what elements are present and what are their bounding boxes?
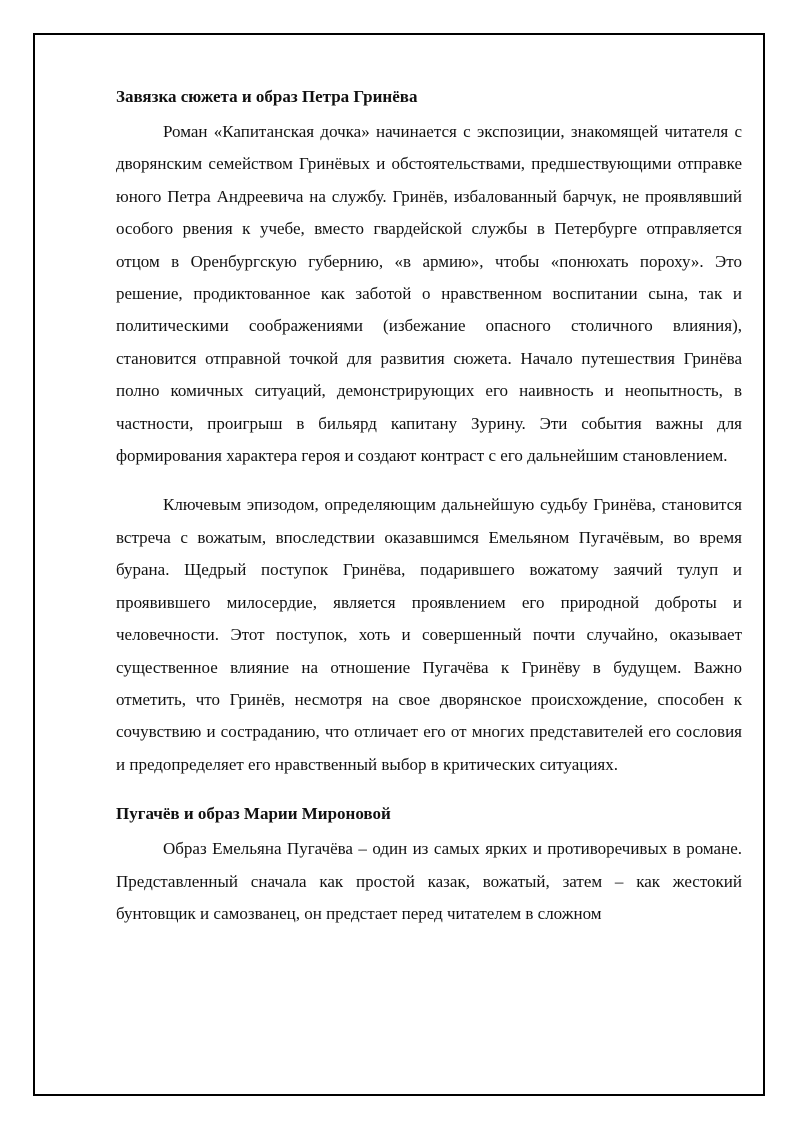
paragraph-key-episode: Ключевым эпизодом, определяющим дальнейшую судьбу Гринёва, становится встреча с вожатым, впоследствии оказавшимся Емельяном Пугачёвым, во время бурана. Щедрый поступок Гринёва, подарившего вожатому заячий тулуп и проявившего милосердие, является проявлением его природной доброты и человечности. Этот поступок, хоть и совершенный почти случайно, оказывает существенное влияние на отношение Пугачёва к Гринёву в будущем. Важно отметить, что Гринёв, несмотря на свое дворянское происхождение, способен к сочувствию и состраданию, что отличает его от многих представителей его сословия и предопределяет его нравственный выбор в критических ситуациях. [116, 495, 742, 774]
paragraph-plot-setup: Роман «Капитанская дочка» начинается с экспозиции, знакомящей читателя с дворянским семейством Гринёвых и обстоятельствами, предшествующими отправке юного Петра Андреевича на службу. Гринёв, избалованный барчук, не проявлявший особого рвения к учебе, вместо гвардейской службы в Петербурге отправляется отцом в Оренбургскую губернию, «в армию», чтобы «понюхать пороху». Это решение, продиктованное как заботой о нравственном воспитании сына, так и политическими соображениями (избежание опасного столичного влияния), становится отправной точкой для развития сюжета. Начало путешествия Гринёва полно комичных ситуаций, демонстрирующих его наивность и неопытность, в частности, проигрыш в бильярд капитану Зурину. Эти события важны для формирования характера героя и создают контраст с его дальнейшим становлением. [116, 122, 742, 466]
section-heading-pugachev: Пугачёв и образ Марии Мироновой [116, 804, 391, 824]
section-heading-grinev: Завязка сюжета и образ Петра Гринёва [116, 87, 418, 106]
paragraph-pugachev-image: Образ Емельяна Пугачёва – один из самых ярких и противоречивых в романе. Представленный сначала как простой казак, вожатый, затем – как жестокий бунтовщик и самозванец, он предстает перед читателем в сложном [116, 839, 742, 923]
document-body [116, 86, 742, 930]
